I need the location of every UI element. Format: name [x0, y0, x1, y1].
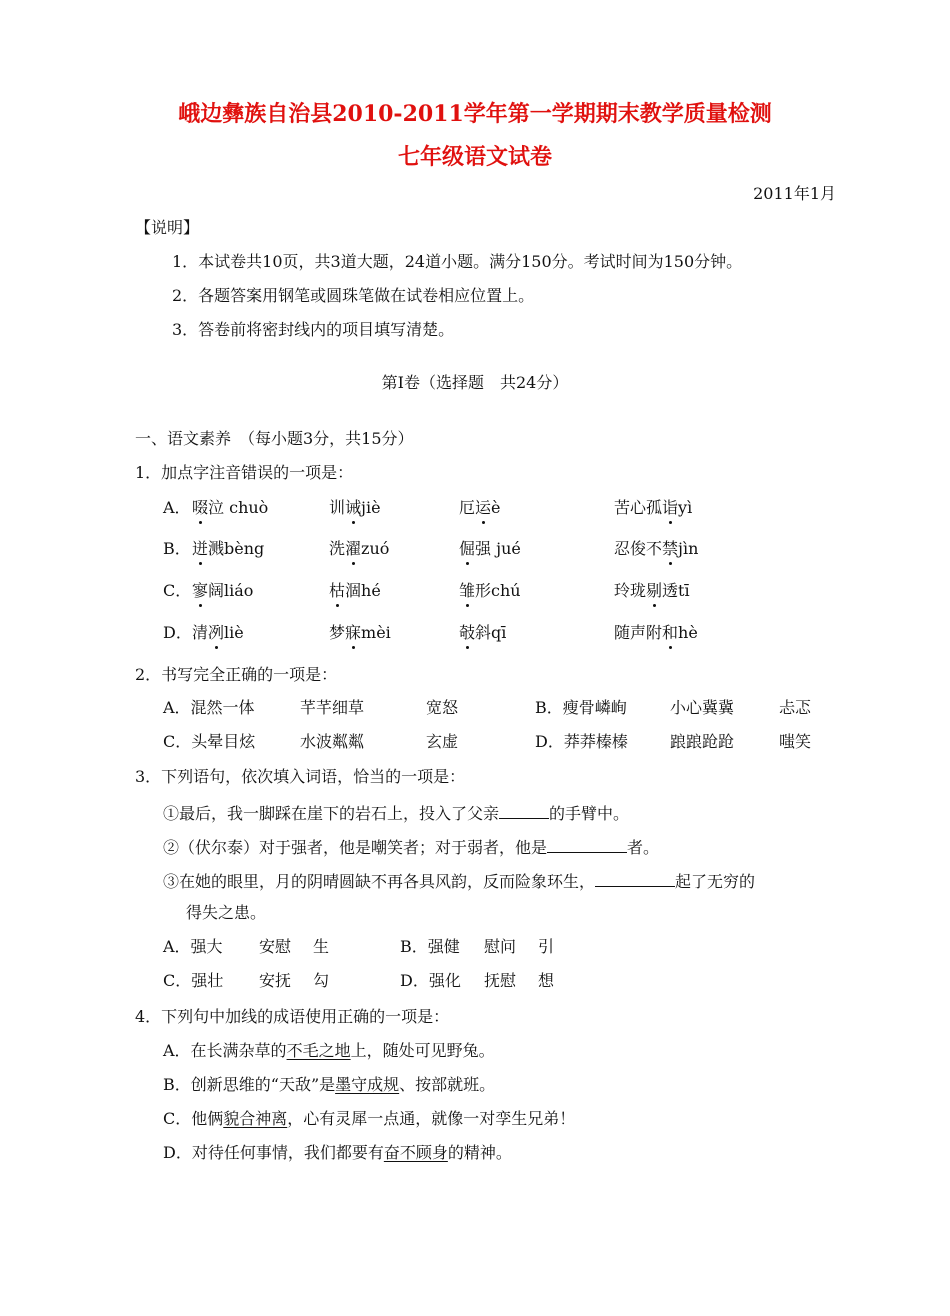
option-item: 芊芊细草 — [300, 698, 365, 717]
instruction-item: 2．各题答案用钢笔或圆珠笔做在试卷相应位置上。 — [172, 286, 535, 305]
exam-date: 2011年1月 — [753, 184, 836, 203]
option-item: A．强大 — [163, 937, 223, 956]
option-item: 安抚 — [259, 971, 292, 990]
option-label: D． — [163, 623, 192, 642]
sentence-2: ②（伏尔泰）对于强者，他是嘲笑者；对于弱者，他是 者。 — [163, 834, 659, 859]
question-stem: 3．下列语句，依次填入词语，恰当的一项是： — [135, 767, 466, 786]
option-item: 勾 — [313, 971, 330, 990]
option-item: D．强化 — [400, 971, 461, 990]
option-item: C．强壮 — [163, 971, 224, 990]
option-item: A．在长满杂草的不毛之地上，随处可见野兔。 — [163, 1041, 495, 1060]
option-item: 抚慰 — [484, 971, 517, 990]
option-label: B． — [163, 539, 191, 558]
sentence-3: ③在她的眼里，月的阴晴圆缺不再各具风韵，反而险象环生， 起了无穷的 — [163, 868, 755, 893]
option-item: C．他俩貌合神离，心有灵犀一点通，就像一对孪生兄弟！ — [163, 1109, 576, 1128]
option-item: C．头晕目炫 — [163, 732, 256, 751]
option-item: 雏形chú — [459, 581, 521, 600]
option-item: 寥阔liáo — [192, 581, 254, 600]
option-item: 踉踉跄跄 — [670, 732, 735, 751]
option-item: B．创新思维的“天敌”是墨守成规、按部就班。 — [163, 1075, 496, 1094]
answer-blank[interactable] — [499, 800, 549, 819]
question-stem: 1．加点字注音错误的一项是： — [135, 463, 354, 482]
underlined-idiom: 不毛之地 — [286, 1041, 351, 1060]
option-item: 训诫jiè — [329, 498, 381, 517]
option-item: 苦心孤诣yì — [614, 498, 693, 517]
option-item: 啜泣 chuò — [192, 498, 269, 517]
option-item: 迸溅bèng — [192, 539, 265, 558]
underlined-idiom: 墨守成规 — [335, 1075, 400, 1094]
option-item: 生 — [313, 937, 330, 956]
instruction-item: 3．答卷前将密封线内的项目填写清楚。 — [172, 320, 455, 339]
option-item: 宽怒 — [426, 698, 459, 717]
option-item: D．莽莽榛榛 — [535, 732, 628, 751]
answer-blank[interactable] — [547, 834, 627, 853]
option-item: 慰问 — [484, 937, 517, 956]
option-label: C． — [163, 581, 192, 600]
instructions-heading: 【说明】 — [135, 218, 200, 237]
answer-blank[interactable] — [595, 868, 675, 887]
question-stem: 2．书写完全正确的一项是： — [135, 665, 338, 684]
part-header: 第Ⅰ卷（选择题 共24分） — [381, 373, 569, 392]
option-item: 玄虚 — [426, 732, 459, 751]
option-item: 引 — [538, 937, 555, 956]
option-item: D．对待任何事情，我们都要有奋不顾身的精神。 — [163, 1143, 512, 1162]
option-item: 嗤笑 — [779, 732, 812, 751]
question-stem: 4．下列句中加线的成语使用正确的一项是： — [135, 1007, 450, 1026]
option-item: 洗濯zuó — [329, 539, 390, 558]
option-item: 厄运è — [459, 498, 501, 517]
option-item: 攲斜qī — [459, 623, 507, 642]
option-item: 玲珑剔透tī — [614, 581, 690, 600]
option-item: 安慰 — [259, 937, 292, 956]
option-label: A． — [163, 498, 191, 517]
underlined-idiom: 奋不顾身 — [383, 1143, 448, 1162]
option-item: 想 — [538, 971, 555, 990]
option-item: 忍俊不禁jìn — [614, 539, 699, 558]
option-item: B．强健 — [400, 937, 460, 956]
option-item: A．混然一体 — [163, 698, 255, 717]
option-item: 梦寐mèi — [329, 623, 391, 642]
option-item: 小心冀冀 — [670, 698, 735, 717]
exam-subtitle: 七年级语文试卷 — [397, 144, 552, 170]
underlined-idiom: 貌合神离 — [223, 1109, 288, 1128]
instruction-item: 1．本试卷共10页，共3道大题，24道小题。满分150分。考试时间为150分钟。 — [172, 252, 743, 271]
option-item: 清冽liè — [192, 623, 244, 642]
option-item: B．瘦骨嶙峋 — [535, 698, 627, 717]
option-item: 忐忑 — [779, 698, 812, 717]
sentence-3-continued: 得失之患。 — [186, 903, 267, 922]
exam-title: 峨边彝族自治县2010-2011学年第一学期期末教学质量检测 — [178, 101, 772, 127]
option-item: 随声附和hè — [614, 623, 698, 642]
section-header: 一、语文素养 （每小题3分，共15分） — [135, 429, 414, 448]
option-item: 倔强 jué — [459, 539, 521, 558]
option-item: 枯涸hé — [329, 581, 381, 600]
sentence-1: ①最后，我一脚踩在崖下的岩石上，投入了父亲 的手臂中。 — [163, 800, 629, 825]
option-item: 水波粼粼 — [300, 732, 365, 751]
